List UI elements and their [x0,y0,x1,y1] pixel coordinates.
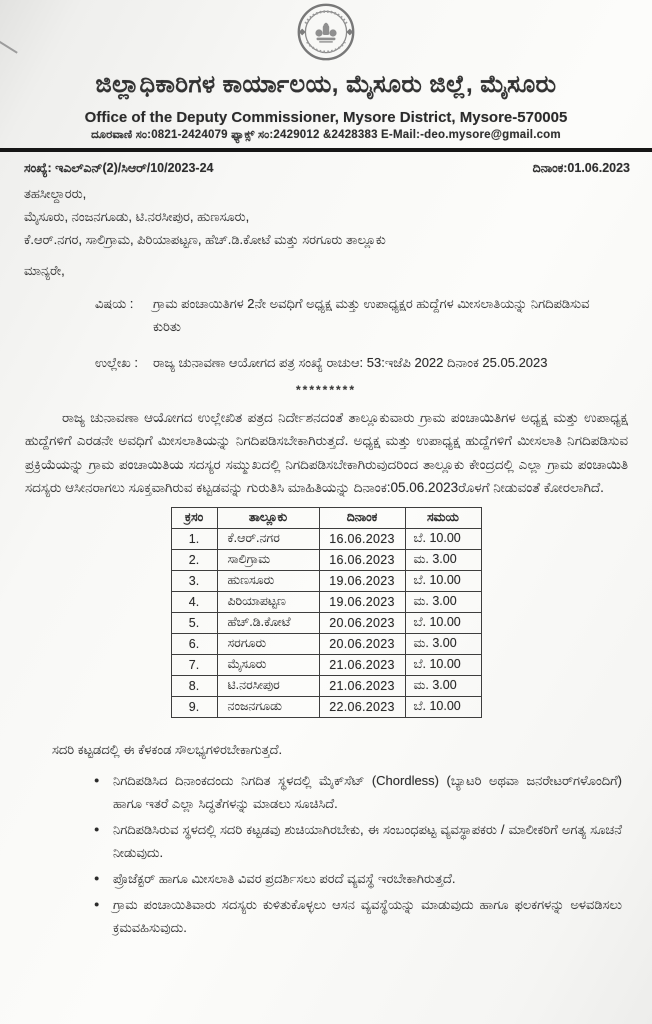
cell-taluk: ಹೆಚ್.ಡಿ.ಕೋಟೆ [217,612,319,633]
list-item [94,867,622,890]
table-row [171,612,481,633]
bullet-text: ಗ್ರಾಮ ಪಂಚಾಯಿತಿವಾರು ಸದಸ್ಯರು ಕುಳಿತುಕೊಳ್ಳಲು ಆಸನ ವ್ಯವಸ್ಥೆಯನ್ನು ಮಾಡುವುದು ಹಾಗೂ ಫಲಕಗಳನ್ನು ಅಳವಡಿಸಲು ಕ್ರಮವಹಿಸುವುದು. [113,896,622,935]
cell-date: 21.06.2023 [319,654,405,675]
cell-serial: 4. [171,591,217,612]
list-item [94,818,622,864]
bullet-text: ಪ್ರೊಜೆಕ್ಟರ್ ಹಾಗೂ ಮೀಸಲಾತಿ ವಿವರ ಪ್ರದರ್ಶಿಸಲು ಪರದೆ ವ್ಯವಸ್ಥೆ ಇರಬೇಕಾಗಿರುತ್ತದೆ. [113,870,456,886]
office-title-kannada: ಜಿಲ್ಲಾಧಿಕಾರಿಗಳ ಕಾರ್ಯಾಲಯ, ಮೈಸೂರು ಜಿಲ್ಲೆ, ಮೈಸೂರು [95,71,557,98]
cell-serial: 2. [171,549,217,570]
cell-date: 19.06.2023 [319,591,405,612]
table-row [171,675,481,696]
addressee-line: ಕೆ.ಆರ್.ನಗರ, ಸಾಲಿಗ್ರಾಮ, ಪಿರಿಯಾಪಟ್ಟಣ, ಹೆಚ್.ಡಿ.ಕೋಟೆ ಮತ್ತು ಸರಗೂರು ತಾಲ್ಲೂಕು [24,231,386,247]
table-row [171,591,481,612]
table-row [171,696,481,717]
col-header-serial: ಕ್ರಸಂ [171,507,217,528]
cell-date: 19.06.2023 [319,570,405,591]
subject-row [95,292,622,338]
cell-date: 16.06.2023 [319,528,405,549]
office-title-english: Office of the Deputy Commissioner, Mysore District, Mysore-570005 [84,109,568,126]
cell-date: 20.06.2023 [319,612,405,633]
addressee-block [0,186,652,247]
bullet-icon: ● [94,823,100,834]
facilities-bullet-list [94,769,622,939]
subject-text: ಗ್ರಾಮ ಪಂಚಾಯಿತಿಗಳ 2ನೇ ಅವಧಿಗೆ ಅಧ್ಯಕ್ಷ ಮತ್ತು ಉಪಾಧ್ಯಕ್ಷರ ಹುದ್ದೆಗಳ ಮೀಸಲಾತಿಯನ್ನು ನಿಗದಿಪಡಿಸುವ ಕುರಿತು [153,295,590,334]
list-item [94,769,622,815]
addressee-line: ತಹಸೀಲ್ದಾರರು, [24,185,87,201]
table-header-row [171,507,481,528]
salutation: ಮಾನ್ಯರೇ, [24,262,65,278]
cell-serial: 1. [171,528,217,549]
cell-serial: 3. [171,570,217,591]
cell-taluk: ಕೆ.ಆರ್.ನಗರ [217,528,319,549]
letterhead-emblem [0,0,652,67]
cell-time: ಬೆ. 10.00 [405,570,481,591]
cell-taluk: ಪಿರಿಯಾಪಟ್ಟಣ [217,591,319,612]
cell-time: ಮ. 3.00 [405,591,481,612]
letter-date: ದಿನಾಂಕ:01.06.2023 [532,160,630,175]
bullet-text: ನಿಗದಿಪಡಿಸಿರುವ ಸ್ಥಳದಲ್ಲಿ ಸದರಿ ಕಟ್ಟಡವು ಶುಚಿಯಾಗಿರಬೇಕು, ಈ ಸಂಬಂಧಪಟ್ಟ ವ್ಯವಸ್ಥಾಪಕರು / ಮಾಲೀಕರಿಗೆ ಅಗತ್ಯ ಸೂಚನೆ ನೀಡುವುದು. [113,821,622,860]
reference-row [0,152,652,176]
cell-taluk: ಹುಣಸೂರು [217,570,319,591]
bullet-text: ನಿಗದಿಪಡಿಸಿದ ದಿನಾಂಕದಂದು ನಿಗದಿತ ಸ್ಥಳದಲ್ಲಿ ಮೈಕ್‌ಸೆಟ್ (Chordless) (ಬ್ಯಾಟರಿ ಅಥವಾ ಜನರೇಟರ್‌ಗಳೊಂದಿಗೆ) ಹಾಗೂ ಇತರೆ ಎಲ್ಲಾ ಸಿದ್ಧತೆಗಳನ್ನು ಮಾಡಲು ಸೂಚಿಸಿದೆ. [113,772,622,811]
subject-label: ವಿಷಯ : [95,295,134,311]
cell-time: ಬೆ. 10.00 [405,654,481,675]
cell-serial: 8. [171,675,217,696]
table-row [171,570,481,591]
cell-time: ಮ. 3.00 [405,549,481,570]
cell-time: ಮ. 3.00 [405,633,481,654]
list-item [94,893,622,939]
table-row [171,633,481,654]
taluk-schedule-table [171,507,482,718]
cell-taluk: ನಂಜನಗೂಡು [217,696,319,717]
facilities-intro: ಸದರಿ ಕಟ್ಟಡದಲ್ಲಿ ಈ ಕೆಳಕಂಡ ಸೌಲಭ್ಯಗಳಿರಬೇಕಾಗುತ್ತದೆ. [52,741,283,757]
cell-time: ಮ. 3.00 [405,675,481,696]
bullet-icon: ● [94,774,100,785]
reference-text: ರಾಜ್ಯ ಚುನಾವಣಾ ಆಯೋಗದ ಪತ್ರ ಸಂಖ್ಯೆ ರಾಚುಆ: 53:ಇಜೆಪಿ 2022 ದಿನಾಂಕ 25.05.2023 [153,354,548,370]
cell-date: 16.06.2023 [319,549,405,570]
col-header-taluk: ತಾಲ್ಲೂಕು [217,507,319,528]
cell-serial: 5. [171,612,217,633]
col-header-date: ದಿನಾಂಕ [319,507,405,528]
cell-serial: 6. [171,633,217,654]
karnataka-government-seal-icon [296,49,356,66]
bullet-icon: ● [94,872,100,883]
contact-line: ದೂರವಾಣಿ ಸಂ:0821-2424079 ಫ್ಯಾಕ್ಸ್ ಸಂ:2429012 &2428383 E-Mail:-deo.mysore@gmail.com [91,129,561,141]
cell-taluk: ಟಿ.ನರಸೀಪುರ [217,675,319,696]
body-paragraph: ರಾಜ್ಯ ಚುನಾವಣಾ ಆಯೋಗದ ಉಲ್ಲೇಖಿತ ಪತ್ರದ ನಿರ್ದೇಶನದಂತೆ ತಾಲ್ಲೂಕುವಾರು ಗ್ರಾಮ ಪಂಚಾಯಿತಿಗಳ ಅಧ್ಯಕ್ಷ ಮತ್ತು ಉಪಾಧ್ಯಕ್ಷ ಹುದ್ದೆಗಳಿಗೆ ಎರಡನೇ ಅವಧಿಗೆ ಮೀಸಲಾತಿಯನ್ನು ನಿಗದಿಪಡಿಸಬೇಕಾಗಿರುತ್ತದೆ. ಅಧ್ಯಕ್ಷ ಮತ್ತು ಉಪಾಧ್ಯಕ್ಷ ಹುದ್ದೆಗಳಿಗೆ ಮೀಸಲಾತಿ ನಿಗದಿಪಡಿಸುವ ಪ್ರಕ್ರಿಯೆಯನ್ನು ಗ್ರಾಮ ಪಂಚಾಯಿತಿಯ ಸದಸ್ಯರ ಸಮ್ಮುಖದಲ್ಲಿ ನಿಗದಿಪಡಿಸಬೇಕಾಗಿರುವುದರಿಂದ ತಾಲ್ಲೂಕು ಕೇಂದ್ರದಲ್ಲಿ ಎಲ್ಲಾ ಗ್ರಾಮ ಪಂಚಾಯಿತಿ ಸದಸ್ಯರು ಆಸೀನರಾಗಲು ಸೂಕ್ತವಾಗಿರುವ ಕಟ್ಟಡವನ್ನು ಗುರುತಿಸಿ ಮಾಹಿತಿಯನ್ನು ದಿನಾಂಕ:05.06.2023ರೊಳಗೆ ನೀಡುವಂತೆ ಕೋರಲಾಗಿದೆ. [25,409,628,495]
table-row [171,528,481,549]
cell-date: 21.06.2023 [319,675,405,696]
cell-serial: 9. [171,696,217,717]
cell-taluk: ಸಾಲಿಗ್ರಾಮ [217,549,319,570]
reference-label: ಉಲ್ಲೇಖ : [95,354,138,370]
bullet-icon: ● [94,898,100,909]
table-row [171,549,481,570]
cell-time: ಬೆ. 10.00 [405,696,481,717]
reference-citation-row [95,351,622,374]
separator-asterisks: ********* [295,382,357,397]
col-header-time: ಸಮಯ [405,507,481,528]
cell-taluk: ಮೈಸೂರು [217,654,319,675]
cell-time: ಬೆ. 10.00 [405,528,481,549]
addressee-line: ಮೈಸೂರು, ನಂಜನಗೂಡು, ಟಿ.ನರಸೀಪುರ, ಹುಣಸೂರು, [24,208,250,224]
cell-taluk: ಸರಗೂರು [217,633,319,654]
cell-time: ಬೆ. 10.00 [405,612,481,633]
cell-date: 22.06.2023 [319,696,405,717]
cell-serial: 7. [171,654,217,675]
letter-number: ಸಂಖ್ಯೆ: ಇಎಲ್‌ಎನ್(2)/ಸಿಆರ್/10/2023-24 [24,160,214,175]
cell-date: 20.06.2023 [319,633,405,654]
table-row [171,654,481,675]
